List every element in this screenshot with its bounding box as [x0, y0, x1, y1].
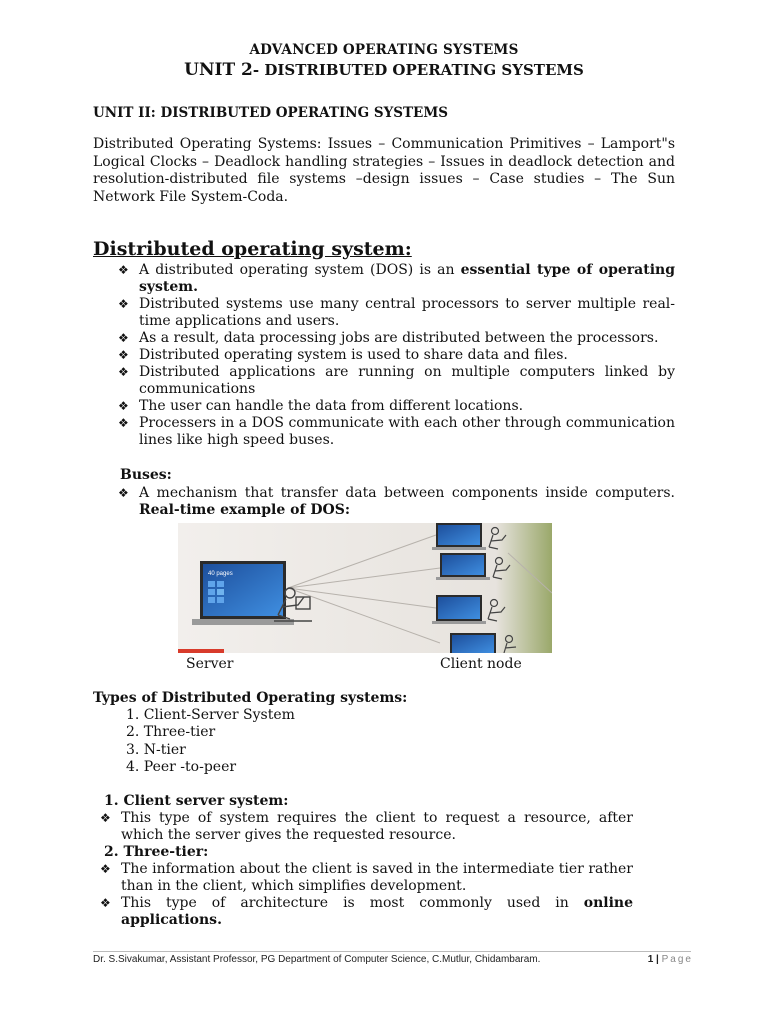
bullet-icon: ❖	[118, 486, 129, 500]
course-title: ADVANCED OPERATING SYSTEMS	[249, 42, 519, 58]
list-item	[100, 895, 633, 929]
unit-number: UNIT 2	[184, 60, 253, 80]
caption-server: Server	[186, 656, 234, 672]
bullet-icon: ❖	[100, 896, 111, 910]
laptop-screen-text: 40 pages	[208, 571, 233, 577]
list-item	[118, 398, 675, 415]
bullet-text: Distributed systems use many central processors to server multiple real-time applications and users.	[139, 296, 675, 329]
buses-label: Buses:	[120, 467, 172, 483]
types-list	[0, 707, 295, 776]
footer-author: Dr. S.Sivakumar, Assistant Professor, PG Department of Computer Science, C.Mutlur, Chidambaram.	[93, 954, 541, 965]
red-bar	[178, 649, 224, 653]
dos-example-figure	[178, 523, 552, 653]
client-server-list	[100, 810, 633, 844]
dos-bullet-list	[118, 262, 675, 449]
list-item	[118, 485, 675, 519]
list-item: 4. Peer -to-peer	[126, 758, 237, 775]
list-item: 1. Client-Server System	[126, 707, 295, 723]
bullet-text: The user can handle the data from different locations.	[139, 398, 524, 414]
bullet-text: Distributed operating system is used to share data and files.	[139, 347, 568, 363]
unit-title: UNIT II: DISTRIBUTED OPERATING SYSTEMS	[93, 105, 449, 121]
list-item	[100, 810, 633, 844]
unit-subtitle: - DISTRIBUTED OPERATING SYSTEMS	[252, 61, 584, 79]
bullet-text: The information about the client is saved in the intermediate tier rather than in the client, which simplifies development.	[121, 861, 633, 894]
bullet-icon: ❖	[118, 348, 129, 362]
list-item: 2. Three-tier	[126, 724, 216, 741]
three-tier-heading: 2. Three-tier:	[104, 844, 209, 860]
list-item	[100, 861, 633, 895]
bullet-icon: ❖	[100, 862, 111, 876]
bullet-text: This type of system requires the client to request a resource, after which the server gives the requested resource.	[121, 810, 633, 843]
bullet-text: A distributed operating system (DOS) is an	[139, 262, 461, 278]
list-item	[118, 364, 675, 398]
list-item	[118, 296, 675, 330]
bullet-bold-text: essential type of operating system.	[139, 262, 675, 295]
bullet-icon: ❖	[118, 399, 129, 413]
page-word: Page	[661, 954, 693, 965]
bullet-text: As a result, data processing jobs are distributed between the processors.	[139, 330, 659, 346]
list-item	[118, 330, 675, 347]
list-item	[118, 262, 675, 296]
bullet-bold-text: online applications.	[121, 895, 633, 928]
page-separator: |	[656, 954, 659, 965]
bullet-text: This type of architecture is most commonly used in	[121, 895, 584, 911]
three-tier-list	[100, 861, 633, 929]
section-title: Distributed operating system:	[93, 238, 412, 260]
types-title: Types of Distributed Operating systems:	[93, 690, 408, 706]
bullet-text: Distributed applications are running on multiple computers linked by communications	[139, 364, 675, 397]
bullet-icon: ❖	[118, 416, 129, 430]
network-illustration	[178, 523, 552, 653]
list-item	[118, 347, 675, 364]
bullet-icon: ❖	[118, 331, 129, 345]
bullet-icon: ❖	[118, 263, 129, 277]
caption-client: Client node	[440, 656, 522, 672]
bullet-text: Processers in a DOS communicate with each other through communication lines like high speed buses.	[139, 415, 675, 448]
page-number-value: 1	[647, 954, 654, 965]
unit-heading	[0, 60, 768, 80]
client-server-heading: 1. Client server system:	[104, 793, 289, 809]
bullet-icon: ❖	[118, 365, 129, 379]
bullet-icon: ❖	[100, 811, 111, 825]
syllabus-intro: Distributed Operating Systems: Issues – Communication Primitives – Lamport"s Logical Clocks – Deadlock handling strategies – Issues in deadlock detection and resolution-distributed file systems –design issues – Case studies – The Sun Network File System-Coda.	[93, 136, 675, 205]
bullet-icon: ❖	[118, 297, 129, 311]
page-number	[648, 954, 693, 965]
page-footer	[93, 954, 693, 965]
footer-divider	[93, 951, 691, 952]
buses-bullet-list	[118, 485, 675, 519]
bullet-text: A mechanism that transfer data between components inside computers.	[139, 485, 675, 501]
list-item	[118, 415, 675, 449]
list-item: 3. N-tier	[126, 741, 186, 758]
bullet-bold-text: Real-time example of DOS:	[139, 502, 350, 518]
